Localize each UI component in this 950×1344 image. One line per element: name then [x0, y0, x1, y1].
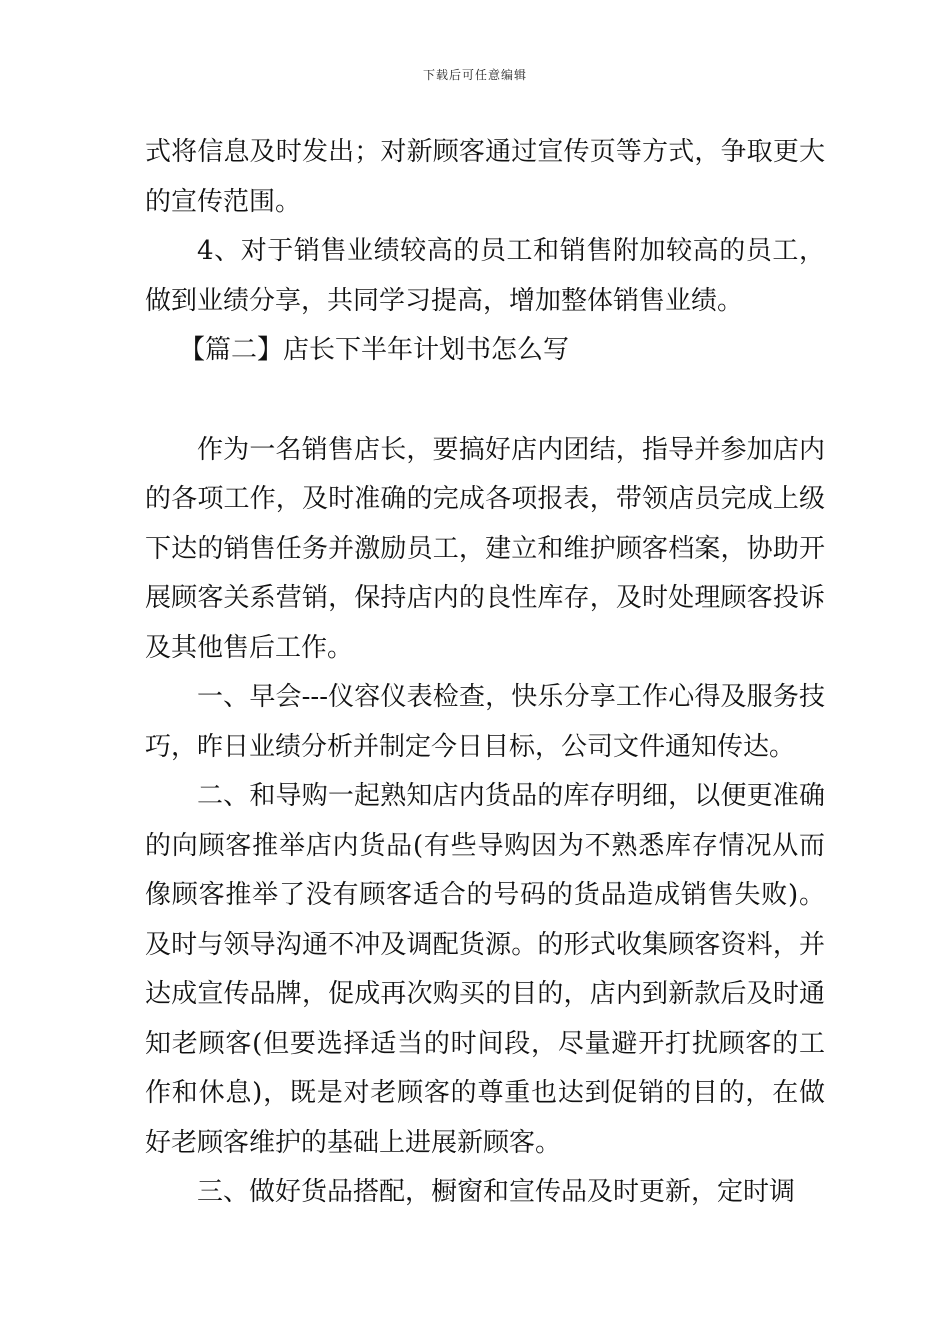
paragraph-intro: 作为一名销售店长，要搞好店内团结，指导并参加店内的各项工作，及时准确的完成各项报表，带领店员完成上级下达的销售任务并激励员工，建立和维护顾客档案，协助开展顾客关系营销，保持店内的良性库存，及时处理顾客投诉及其他售后工作。 [145, 434, 825, 663]
paragraph-item-1: 一、早会---仪容仪表检查，快乐分享工作心得及服务技巧，昨日业绩分析并制定今日目标，公司文件通知传达。 [145, 682, 825, 762]
document-body [145, 128, 825, 1218]
paragraph-item-4: 4、对于销售业绩较高的员工和销售附加较高的员工，做到业绩分享，共同学习提高，增加整体销售业绩。 [145, 236, 825, 316]
paragraph-item-2: 二、和导购一起熟知店内货品的库存明细，以便更准确的向顾客推举店内货品(有些导购因为不熟悉库存情况从而像顾客推举了没有顾客适合的号码的货品造成销售失败)。及时与领导沟通不冲及调配货源。的形式收集顾客资料，并达成宣传品牌，促成再次购买的目的，店内到新款后及时通知老顾客(但要选择适当的时间段，尽量避开打扰顾客的工作和休息)，既是对老顾客的尊重也达到促销的目的，在做好老顾客维护的基础上进展新顾客。 [145, 781, 825, 1158]
blank-line [145, 376, 825, 426]
paragraph-continuation: 式将信息及时发出；对新顾客通过宣传页等方式，争取更大的宣传范围。 [145, 137, 825, 217]
page-header-note: 下载后可任意编辑 [422, 68, 527, 82]
paragraph-item-3: 三、做好货品搭配，橱窗和宣传品及时更新，定时调 [197, 1177, 796, 1207]
section-title: 【篇二】店长下半年计划书怎么写 [179, 335, 570, 365]
